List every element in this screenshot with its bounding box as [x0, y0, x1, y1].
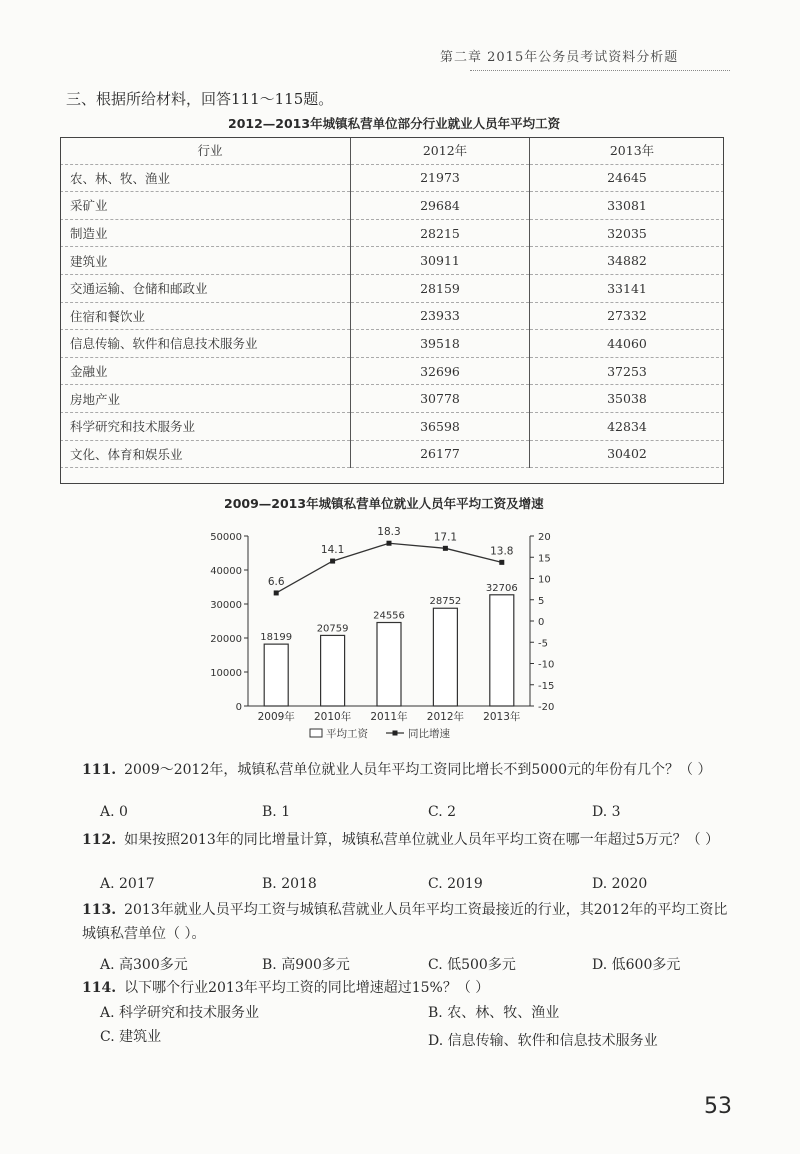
industry-cell: 文化、体育和娱乐业	[60, 440, 351, 468]
wage-2012-cell: 39518	[351, 330, 530, 358]
right-tick-label: -20	[538, 702, 555, 713]
left-tick-label: 10000	[210, 668, 242, 679]
growth-label: 18.3	[377, 526, 401, 539]
left-tick-label: 50000	[210, 532, 242, 543]
left-tick-label: 40000	[210, 566, 242, 577]
wage-2013-cell: 30402	[607, 446, 647, 462]
wage-2012-cell: 28215	[351, 219, 530, 247]
option-112-a[interactable]: A. 2017	[100, 876, 155, 892]
question-number: 112.	[82, 832, 117, 848]
option-112-c[interactable]: C. 2019	[428, 876, 483, 892]
question-text: 2009～2012年，城镇私营单位就业人员年平均工资同比增长不到5000元的年份有几个？（ ）	[124, 762, 712, 778]
bar-label: 28752	[429, 596, 462, 608]
growth-line	[276, 543, 502, 593]
industry-cell: 房地产业	[60, 385, 351, 413]
wage-2012-cell: 21973	[351, 164, 530, 192]
question-number: 111.	[82, 762, 117, 778]
header-rule	[470, 70, 730, 71]
wage-2013-cell: 33081	[607, 197, 647, 213]
right-tick-label: 10	[538, 574, 551, 586]
growth-label: 6.6	[267, 575, 285, 588]
x-tick-label: 2010年	[313, 711, 352, 723]
right-tick-label: 20	[538, 532, 551, 543]
question-text: 2013年就业人员平均工资与城镇私营就业人员年平均工资最接近的行业，其2012年的平均工资比城镇私营单位（ ）。	[82, 902, 728, 942]
industry-cell: 金融业	[60, 357, 351, 385]
wage-2013-cell: 33141	[607, 280, 647, 296]
col-header-2013: 2013年	[609, 143, 655, 159]
growth-label: 17.1	[433, 531, 458, 544]
option-113-b[interactable]: B. 高900多元	[262, 957, 350, 973]
running-head: 第二章 2015年公务员考试资料分析题	[440, 50, 679, 65]
option-112-d[interactable]: D. 2020	[592, 876, 648, 892]
industry-cell: 农、林、牧、渔业	[60, 164, 351, 192]
growth-label: 13.8	[490, 545, 514, 558]
wage-2012-cell: 29684	[351, 192, 530, 220]
bar-label: 18199	[260, 632, 293, 644]
option-114-b[interactable]: B. 农、林、牧、渔业	[428, 1005, 560, 1021]
table-border	[60, 137, 724, 484]
left-tick-label: 0	[235, 702, 242, 713]
growth-point	[443, 546, 448, 551]
wage-2012-cell: 23933	[351, 302, 530, 330]
option-111-a[interactable]: A. 0	[100, 804, 128, 820]
growth-label: 14.1	[320, 544, 345, 557]
bar	[490, 595, 514, 706]
bar	[433, 608, 457, 706]
legend-line-label: 同比增速	[408, 728, 450, 740]
wage-2013-cell: 44060	[607, 335, 647, 351]
industry-cell: 交通运输、仓储和邮政业	[60, 274, 351, 302]
col-header-2012: 2012年	[351, 137, 530, 164]
bar	[321, 635, 345, 706]
wage-2012-cell: 36598	[351, 412, 530, 440]
option-113-a[interactable]: A. 高300多元	[100, 957, 188, 973]
question-number: 113.	[82, 902, 117, 918]
x-tick-label: 2011年	[370, 711, 408, 723]
wage-2012-cell: 32696	[351, 357, 530, 385]
question-text: 以下哪个行业2013年平均工资的同比增速超过15%？（ ）	[124, 980, 490, 996]
option-113-d[interactable]: D. 低600多元	[592, 957, 681, 973]
bar-label: 20759	[316, 623, 349, 635]
option-111-c[interactable]: C. 2	[428, 804, 457, 820]
legend-bar-label: 平均工资	[326, 728, 368, 740]
section-title: 三、根据所给材料，回答111～115题。	[66, 90, 334, 108]
x-tick-label: 2012年	[426, 711, 465, 723]
growth-point	[499, 560, 504, 565]
chart-title: 2009—2013年城镇私营单位就业人员年平均工资及增速	[224, 496, 544, 511]
left-tick-label: 30000	[210, 600, 242, 611]
growth-point	[330, 559, 335, 564]
wage-2013-cell: 32035	[607, 225, 647, 241]
wage-2013-cell: 34882	[607, 253, 647, 269]
left-tick-label: 20000	[210, 634, 242, 645]
option-111-b[interactable]: B. 1	[262, 804, 291, 820]
right-tick-label: -5	[538, 638, 548, 650]
wage-2013-cell: 35038	[607, 391, 647, 407]
option-114-d[interactable]: D. 信息传输、软件和信息技术服务业	[428, 1033, 658, 1049]
industry-cell: 住宿和餐饮业	[60, 302, 351, 330]
question-112	[82, 828, 732, 852]
legend-line-marker	[393, 731, 398, 736]
question-111	[82, 758, 732, 782]
right-tick-label: 0	[538, 617, 545, 628]
option-111-d[interactable]: D. 3	[592, 804, 621, 820]
option-114-a[interactable]: A. 科学研究和技术服务业	[100, 1005, 260, 1021]
wage-2013-cell: 42834	[607, 418, 647, 434]
right-tick-label: -15	[538, 680, 555, 692]
bar-label: 32706	[485, 582, 518, 594]
wage-2013-cell: 27332	[607, 308, 647, 324]
bar	[377, 623, 401, 706]
table-title: 2012—2013年城镇私营单位部分行业就业人员年平均工资	[228, 116, 561, 131]
right-tick-label: 15	[538, 553, 551, 565]
question-number: 114.	[82, 980, 117, 996]
question-113	[82, 898, 732, 946]
industry-cell: 科学研究和技术服务业	[60, 412, 351, 440]
option-113-c[interactable]: C. 低500多元	[428, 957, 516, 973]
wage-2012-cell: 30778	[351, 385, 530, 413]
industry-cell: 建筑业	[60, 247, 351, 275]
growth-point	[274, 590, 279, 595]
question-114	[82, 976, 732, 1000]
legend-bar-swatch	[310, 729, 322, 737]
industry-cell: 制造业	[60, 219, 351, 247]
industry-cell: 信息传输、软件和信息技术服务业	[60, 330, 351, 358]
wage-2013-cell: 24645	[607, 170, 647, 186]
wage-2012-cell: 30911	[351, 247, 530, 275]
wage-2013-cell: 37253	[607, 363, 647, 379]
wage-2012-cell: 28159	[351, 274, 530, 302]
x-tick-label: 2009年	[257, 711, 295, 723]
option-114-c[interactable]: C. 建筑业	[100, 1029, 162, 1045]
right-tick-label: 5	[538, 595, 545, 607]
x-tick-label: 2013年	[483, 711, 521, 723]
bar-label: 24556	[373, 610, 405, 622]
industry-cell: 采矿业	[60, 192, 351, 220]
page-number: 53	[704, 1094, 732, 1119]
right-tick-label: -10	[538, 659, 555, 671]
growth-point	[387, 541, 392, 546]
question-text: 如果按照2013年的同比增量计算，城镇私营单位就业人员年平均工资在哪一年超过5万元？（ ）	[124, 832, 720, 848]
wage-2012-cell: 26177	[351, 440, 530, 468]
wage-chart	[200, 520, 600, 746]
bar	[264, 644, 288, 706]
option-112-b[interactable]: B. 2018	[262, 876, 317, 892]
col-header-industry: 行业	[60, 137, 351, 164]
